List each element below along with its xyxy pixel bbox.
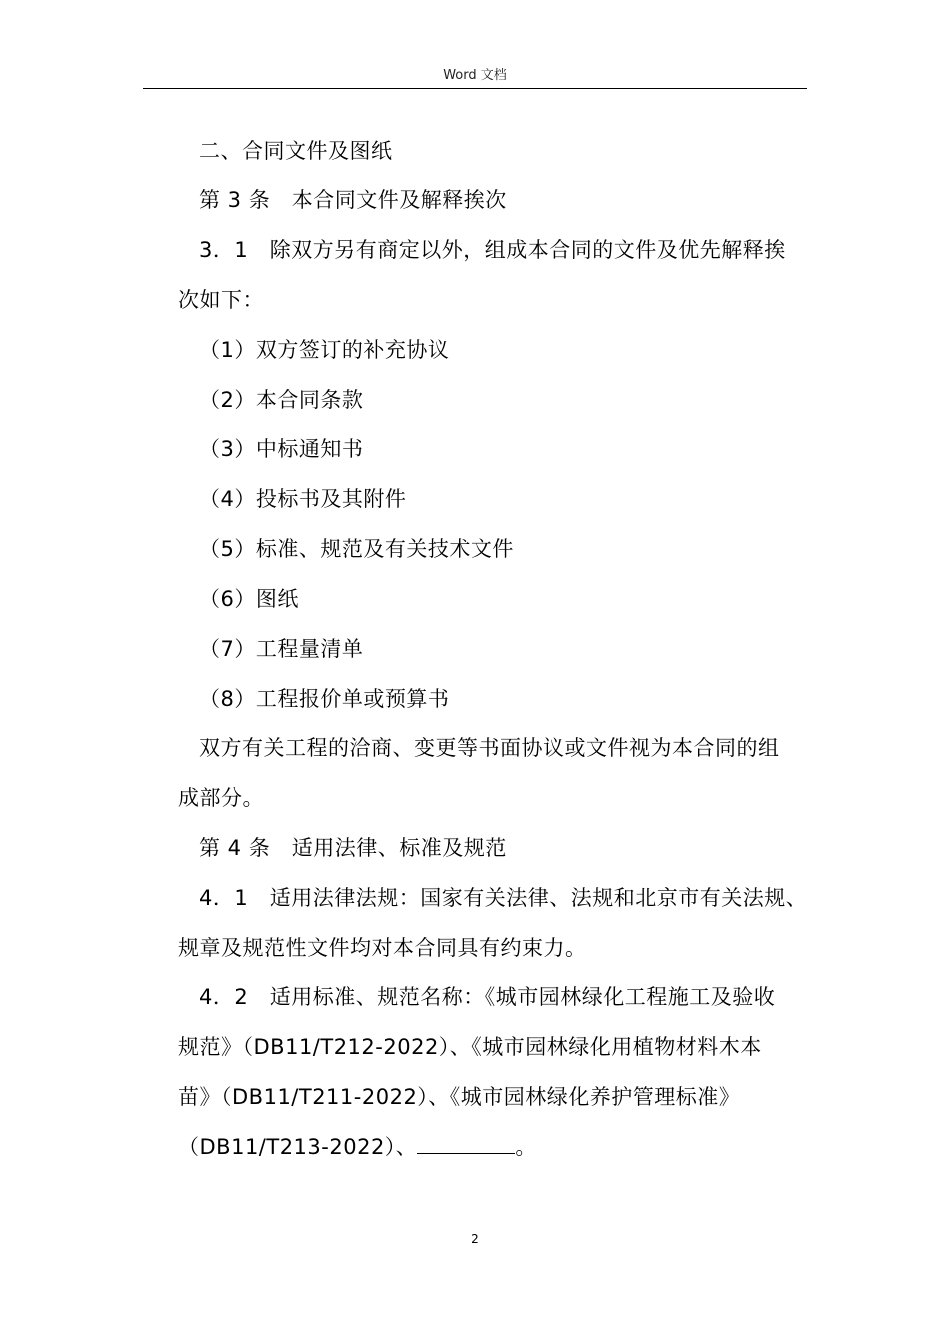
list-item: （4）投标书及其附件 (199, 487, 407, 511)
article-4-2-line-4 (178, 1133, 537, 1161)
article-4-heading: 第 4 条 适用法律、标准及规范 (199, 836, 507, 860)
article-4-2-line-1: 4．2 适用标准、规范名称：《城市园林绿化工程施工及验收 (199, 985, 776, 1009)
list-item: （5）标准、规范及有关技术文件 (199, 537, 514, 561)
article-3-heading: 第 3 条 本合同文件及解释挨次 (199, 188, 507, 212)
list-item: （7）工程量清单 (199, 637, 364, 661)
page-number: 2 (471, 1232, 479, 1246)
article-3-1-line-2: 次如下： (178, 288, 264, 312)
header-title: Word 文档 (443, 68, 507, 83)
article-4-1-line-2: 规章及规范性文件均对本合同具有约束力。 (178, 936, 587, 960)
header-divider (143, 88, 807, 89)
list-item: （6）图纸 (199, 587, 299, 611)
list-item: （3）中标通知书 (199, 437, 364, 461)
list-item: （2）本合同条款 (199, 388, 364, 412)
closing-punctuation: 。 (515, 1135, 537, 1159)
list-item: （8）工程报价单或预算书 (199, 687, 450, 711)
article-4-2-line-3: 苗》（DB11/T211-2022）、《城市园林绿化养护管理标准》 (178, 1085, 741, 1109)
standard-code-text: （DB11/T213-2022）、 (178, 1135, 418, 1159)
negotiation-line-2: 成部分。 (178, 786, 264, 810)
fill-in-blank (417, 1133, 515, 1154)
negotiation-line-1: 双方有关工程的洽商、变更等书面协议或文件视为本合同的组 (199, 736, 780, 760)
list-item: （1）双方签订的补充协议 (199, 338, 450, 362)
article-3-1-line-1: 3．1 除双方另有商定以外，组成本合同的文件及优先解释挨 (199, 238, 786, 262)
article-4-1-line-1: 4．1 适用法律法规：国家有关法律、法规和北京市有关法规、 (199, 886, 808, 910)
section-heading: 二、合同文件及图纸 (199, 139, 393, 163)
article-4-2-line-2: 规范》（DB11/T212-2022）、《城市园林绿化用植物材料木本 (178, 1035, 762, 1059)
